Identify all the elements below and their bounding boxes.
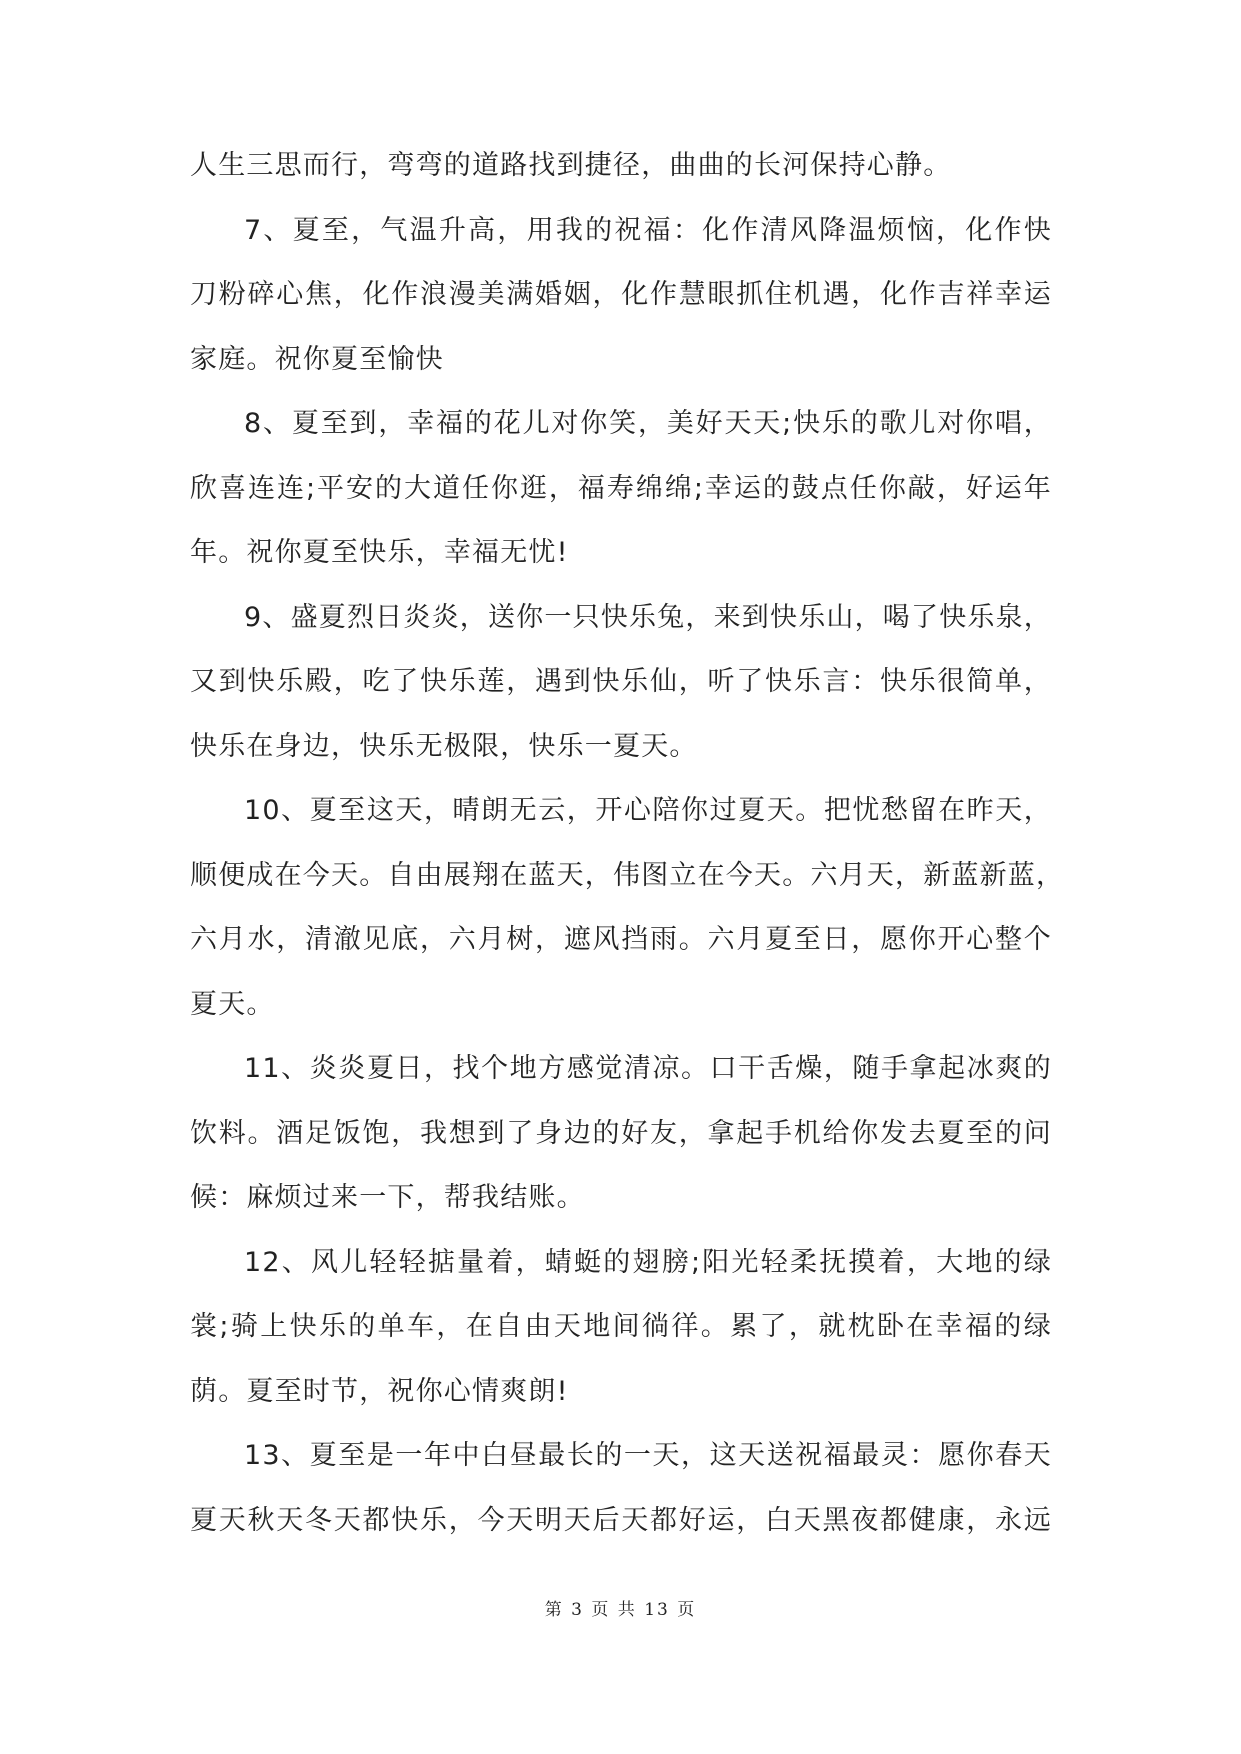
paragraph-9-line: 快乐在身边，快乐无极限，快乐一夏天。 (190, 730, 698, 762)
paragraph-13-line: 夏天秋天冬天都快乐，今天明天后天都好运，白天黑夜都健康，永远 (190, 1504, 1052, 1536)
paragraph-7-line: 7、夏至，气温升高，用我的祝福：化作清风降温烦恼，化作快 (244, 214, 1052, 246)
paragraph-11-line: 候：麻烦过来一下，帮我结账。 (190, 1182, 585, 1213)
page-number-footer: 第 3 页 共 13 页 (544, 1600, 697, 1620)
paragraph-10-line: 10、夏至这天，晴朗无云，开心陪你过夏天。把忧愁留在昨天， (244, 795, 1052, 826)
paragraph-10-line: 夏天。 (190, 988, 275, 1020)
paragraph-8-line: 年。祝你夏至快乐，幸福无忧! (190, 537, 569, 568)
paragraph-10-line: 顺便成在今天。自由展翔在蓝天，伟图立在今天。六月天，新蓝新蓝， (190, 859, 1065, 891)
paragraph-13-line: 13、夏至是一年中白昼最长的一天，这天送祝福最灵：愿你春天 (244, 1440, 1052, 1471)
paragraph-8-line: 8、夏至到，幸福的花儿对你笑，美好天天;快乐的歌儿对你唱， (244, 408, 1052, 439)
paragraph-8-line: 欣喜连连;平安的大道任你逛，福寿绵绵;幸运的鼓点任你敲，好运年 (190, 472, 1052, 504)
paragraph-12-line: 荫。夏至时节，祝你心情爽朗! (190, 1375, 569, 1407)
paragraph-9-line: 又到快乐殿，吃了快乐莲，遇到快乐仙，听了快乐言：快乐很简单， (190, 666, 1052, 697)
paragraph-11-line: 11、炎炎夏日，找个地方感觉清凉。口干舌燥，随手拿起冰爽的 (244, 1053, 1052, 1084)
text-line: 人生三思而行，弯弯的道路找到捷径，曲曲的长河保持心静。 (190, 150, 952, 181)
paragraph-11-line: 饮料。酒足饭饱，我想到了身边的好友，拿起手机给你发去夏至的问 (190, 1117, 1052, 1149)
paragraph-12-line: 裳;骑上快乐的单车，在自由天地间徜徉。累了，就枕卧在幸福的绿 (190, 1311, 1052, 1342)
document-body (190, 134, 1065, 1553)
paragraph-7-line: 刀粉碎心焦，化作浪漫美满婚姻，化作慧眼抓住机遇，化作吉祥幸运 (190, 279, 1052, 310)
paragraph-10-line: 六月水，清澈见底，六月树，遮风挡雨。六月夏至日，愿你开心整个 (190, 924, 1052, 955)
paragraph-9-line: 9、盛夏烈日炎炎，送你一只快乐兔，来到快乐山，喝了快乐泉， (244, 601, 1052, 633)
paragraph-7-line: 家庭。祝你夏至愉快 (190, 343, 444, 375)
paragraph-12-line: 12、风儿轻轻掂量着，蜻蜓的翅膀;阳光轻柔抚摸着，大地的绿 (244, 1246, 1052, 1278)
